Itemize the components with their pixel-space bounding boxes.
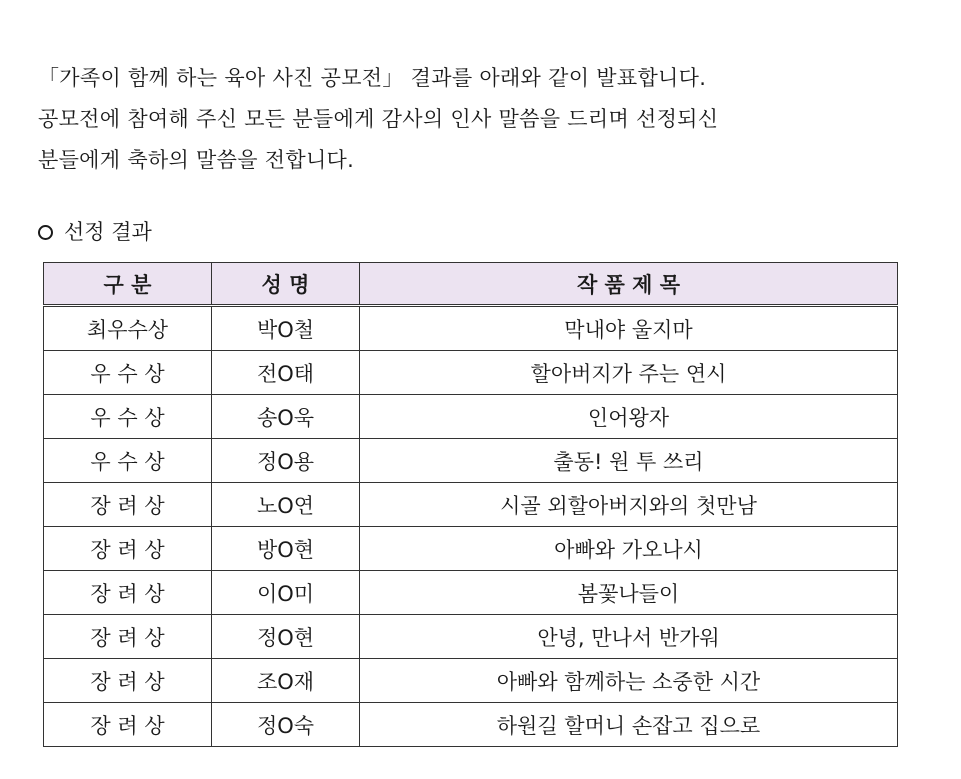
- row-title: 아빠와 함께하는 소중한 시간: [360, 659, 898, 703]
- section-heading: [38, 214, 152, 250]
- table-row: [44, 306, 898, 351]
- intro-line-3: 분들에게 축하의 말씀을 전합니다.: [38, 148, 355, 172]
- table-row: [44, 483, 898, 527]
- row-category: 장 려 상: [44, 615, 212, 659]
- row-title: 할아버지가 주는 연시: [360, 351, 898, 395]
- row-name: 조O재: [212, 659, 360, 703]
- row-name: 정O숙: [212, 703, 360, 747]
- row-name: 전O태: [212, 351, 360, 395]
- announcement-intro: [38, 58, 918, 181]
- header-name: 성 명: [212, 263, 360, 306]
- results-table-header: [44, 263, 898, 306]
- header-category: 구 분: [44, 263, 212, 306]
- section-heading-label: 선정 결과: [64, 220, 152, 244]
- row-category: 장 려 상: [44, 527, 212, 571]
- row-title: 출동! 원 투 쓰리: [360, 439, 898, 483]
- table-row: [44, 659, 898, 703]
- row-category: 우 수 상: [44, 351, 212, 395]
- table-row: [44, 351, 898, 395]
- results-table-body: [44, 306, 898, 747]
- row-name: 박O철: [212, 306, 360, 351]
- row-title: 아빠와 가오나시: [360, 527, 898, 571]
- row-category: 우 수 상: [44, 439, 212, 483]
- row-name: 정O용: [212, 439, 360, 483]
- row-title: 인어왕자: [360, 395, 898, 439]
- row-name: 송O욱: [212, 395, 360, 439]
- hollow-circle-icon: [38, 225, 53, 240]
- row-title: 안녕, 만나서 반가워: [360, 615, 898, 659]
- intro-line-2: 공모전에 참여해 주신 모든 분들에게 감사의 인사 말씀을 드리며 선정되신: [38, 107, 719, 131]
- header-title: 작 품 제 목: [360, 263, 898, 306]
- row-category: 장 려 상: [44, 483, 212, 527]
- row-name: 정O현: [212, 615, 360, 659]
- table-row: [44, 395, 898, 439]
- table-row: [44, 703, 898, 747]
- row-category: 우 수 상: [44, 395, 212, 439]
- row-category: 장 려 상: [44, 703, 212, 747]
- row-name: 방O현: [212, 527, 360, 571]
- row-category: 장 려 상: [44, 571, 212, 615]
- results-table: [43, 262, 898, 747]
- row-title: 봄꽃나들이: [360, 571, 898, 615]
- table-row: [44, 439, 898, 483]
- table-row: [44, 615, 898, 659]
- row-title: 시골 외할아버지와의 첫만남: [360, 483, 898, 527]
- row-name: 이O미: [212, 571, 360, 615]
- header-row: [44, 263, 898, 306]
- row-name: 노O연: [212, 483, 360, 527]
- row-title: 하원길 할머니 손잡고 집으로: [360, 703, 898, 747]
- table-row: [44, 527, 898, 571]
- intro-line-1: 「가족이 함께 하는 육아 사진 공모전」 결과를 아래와 같이 발표합니다.: [38, 66, 707, 90]
- row-title: 막내야 울지마: [360, 306, 898, 351]
- row-category: 장 려 상: [44, 659, 212, 703]
- row-category: 최우수상: [44, 306, 212, 351]
- table-row: [44, 571, 898, 615]
